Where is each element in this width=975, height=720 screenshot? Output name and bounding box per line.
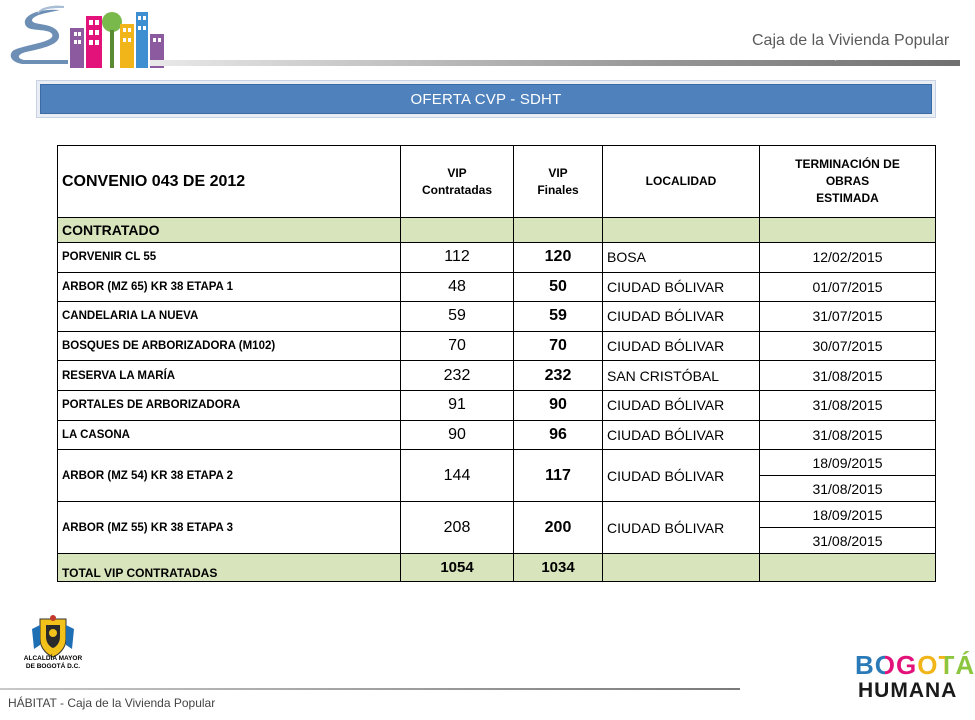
localidad-cell: CIUDAD BÓLIVAR	[603, 331, 760, 361]
date-cell: 18/09/2015	[760, 450, 936, 476]
bogota-word: BOGOTÁ	[855, 650, 975, 680]
vip-finales-cell: 50	[514, 272, 603, 302]
empty-cell	[401, 218, 514, 243]
title-banner	[36, 80, 936, 118]
footer-divider	[0, 688, 740, 690]
table-row	[58, 420, 936, 450]
vip-finales-cell: 90	[514, 390, 603, 420]
date-cell: 31/08/2015	[760, 420, 936, 450]
page-header	[0, 0, 960, 78]
vip-finales-cell: 59	[514, 302, 603, 332]
banner-title: OFERTA CVP - SDHT	[410, 90, 562, 108]
alcaldia-line: DE BOGOTÁ D.C.	[25, 663, 81, 670]
empty-cell	[603, 218, 760, 243]
total-contratadas: 1054	[401, 554, 514, 582]
vip-contratadas-cell: 90	[401, 420, 514, 450]
total-row	[58, 554, 936, 582]
project-name: PORTALES DE ARBORIZADORA	[58, 390, 401, 420]
date-cell: 31/08/2015	[760, 528, 936, 554]
header-text: ESTIMADA	[816, 191, 879, 205]
table-row	[58, 390, 936, 420]
project-name: ARBOR (MZ 54) KR 38 ETAPA 2	[58, 450, 401, 502]
footer-text: HÁBITAT - Caja de la Vivienda Popular	[8, 696, 216, 710]
header-terminacion	[760, 146, 936, 218]
vip-contratadas-cell: 208	[401, 502, 514, 554]
table-row	[58, 243, 936, 273]
vip-contratadas-cell: 91	[401, 390, 514, 420]
empty-cell	[760, 218, 936, 243]
project-name: ARBOR (MZ 55) KR 38 ETAPA 3	[58, 502, 401, 554]
project-name: CANDELARIA LA NUEVA	[58, 302, 401, 332]
date-cell: 30/07/2015	[760, 331, 936, 361]
table-row	[58, 450, 936, 476]
header-vip-finales	[514, 146, 603, 218]
project-name: LA CASONA	[58, 420, 401, 450]
title-banner-fill	[40, 84, 932, 114]
table-row	[58, 331, 936, 361]
empty-cell	[514, 218, 603, 243]
date-cell: 12/02/2015	[760, 243, 936, 273]
vip-finales-cell: 232	[514, 361, 603, 391]
table-title: CONVENIO 043 DE 2012	[58, 146, 401, 218]
offer-table	[57, 145, 936, 582]
project-name: PORVENIR CL 55	[58, 243, 401, 273]
localidad-cell: CIUDAD BÓLIVAR	[603, 272, 760, 302]
header-text: Contratadas	[421, 182, 492, 197]
coat-of-arms-icon	[18, 615, 88, 657]
project-name: ARBOR (MZ 65) KR 38 ETAPA 1	[58, 272, 401, 302]
project-name: BOSQUES DE ARBORIZADORA (M102)	[58, 331, 401, 361]
date-cell: 31/07/2015	[760, 302, 936, 332]
section-label: CONTRATADO	[58, 218, 401, 243]
date-cell: 01/07/2015	[760, 272, 936, 302]
swirl-logo-icon	[8, 4, 68, 66]
vip-finales-cell: 117	[514, 450, 603, 502]
header-localidad: LOCALIDAD	[603, 146, 760, 218]
table-header-row	[58, 146, 936, 218]
vip-finales-cell: 96	[514, 420, 603, 450]
humana-logo-text: HUMANA	[858, 679, 958, 702]
localidad-cell: BOSA	[603, 243, 760, 273]
alcaldia-label	[18, 655, 88, 671]
localidad-cell: CIUDAD BÓLIVAR	[603, 502, 760, 554]
table-row	[58, 302, 936, 332]
vip-finales-cell: 70	[514, 331, 603, 361]
vip-contratadas-cell: 70	[401, 331, 514, 361]
total-label: TOTAL VIP CONTRATADAS	[58, 554, 401, 582]
vip-contratadas-cell: 232	[401, 361, 514, 391]
alcaldia-line: ALCALDÍA MAYOR	[23, 655, 83, 662]
date-cell: 31/08/2015	[760, 361, 936, 391]
bogota-logo-text	[855, 652, 975, 678]
date-cell: 31/08/2015	[760, 390, 936, 420]
brand-title: Caja de la Vivienda Popular	[752, 32, 950, 49]
empty-cell	[603, 554, 760, 582]
localidad-cell: CIUDAD BÓLIVAR	[603, 450, 760, 502]
date-cell: 31/08/2015	[760, 476, 936, 502]
project-name: RESERVA LA MARÍA	[58, 361, 401, 391]
section-row	[58, 218, 936, 243]
header-vip-contratadas	[401, 146, 514, 218]
localidad-cell: CIUDAD BÓLIVAR	[603, 420, 760, 450]
table-row	[58, 502, 936, 528]
vip-contratadas-cell: 59	[401, 302, 514, 332]
table-row	[58, 361, 936, 391]
vip-contratadas-cell: 144	[401, 450, 514, 502]
header-text: TERMINACIÓN DE	[795, 157, 900, 171]
localidad-cell: SAN CRISTÓBAL	[603, 361, 760, 391]
total-finales: 1034	[514, 554, 603, 582]
vip-contratadas-cell: 48	[401, 272, 514, 302]
table-row	[58, 272, 936, 302]
vip-finales-cell: 200	[514, 502, 603, 554]
vip-contratadas-cell: 112	[401, 243, 514, 273]
header-text: VIP	[447, 165, 467, 180]
localidad-cell: CIUDAD BÓLIVAR	[603, 390, 760, 420]
localidad-cell: CIUDAD BÓLIVAR	[603, 302, 760, 332]
header-text: Finales	[537, 182, 579, 197]
brand-subtitle: Soluciones habitacionales y entornos más humanos	[752, 54, 914, 61]
date-cell: 18/09/2015	[760, 502, 936, 528]
header-text: VIP	[548, 165, 568, 180]
header-text: OBRAS	[825, 174, 870, 188]
empty-cell	[760, 554, 936, 582]
vip-finales-cell: 120	[514, 243, 603, 273]
